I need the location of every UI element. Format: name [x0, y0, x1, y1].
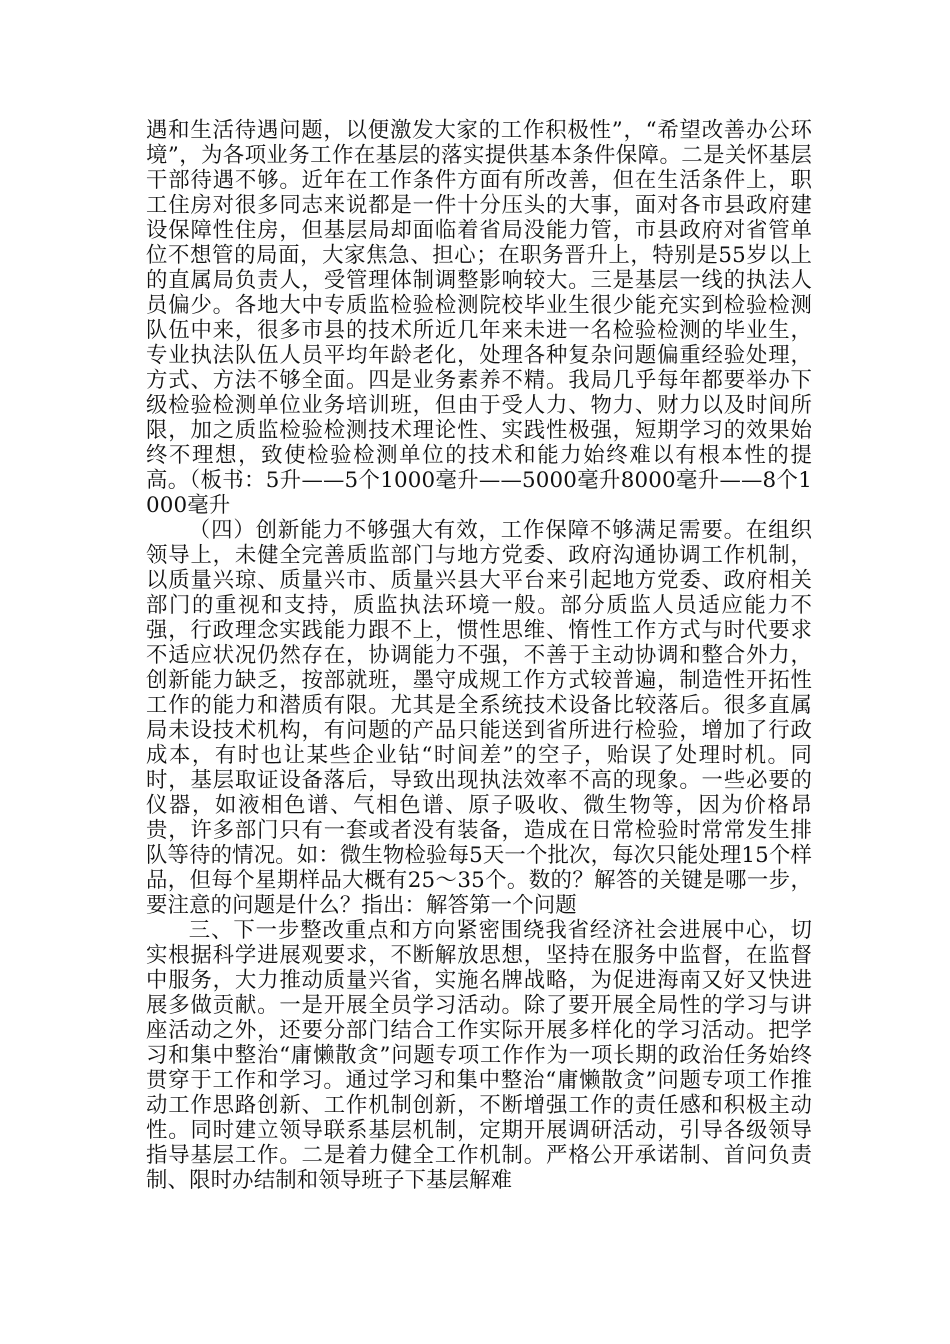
paragraph-innovation-and-equipment: （四）创新能力不够强大有效，工作保障不够满足需要。在组织领导上，未健全完善质监部门与地方党委、政府沟通协调工作机制，以质量兴琼、质量兴市、质量兴县大平台来引起地方党委、政府相关部门的重视和支持，质监执法环境一般。部分质监人员适应能力不强，行政理念实践能力跟不上，惯性思维、惰性工作方式与时代要求不适应状况仍然存在，协调能力不强，不善于主动协调和整合外力，创新能力缺乏，按部就班，墨守成规工作方式较普遍，制造性开拓性工作的能力和潜质有限。尤其是全系统技术设备比较落后。很多直属局未设技术机构，有问题的产品只能送到省所进行检验，增加了行政成本，有时也让某些企业钻“时间差”的空子，贻误了处理时机。同时，基层取证设备落后，导致出现执法效率不高的现象。一些必要的仪器，如液相色谱、气相色谱、原子吸收、微生物等，因为价格昂贵，许多部门只有一套或者没有装备，造成在日常检验时常常发生排队等待的情况。如：微生物检验每5天一个批次，每次只能处理15个样品，但每个星期样品大概有25～35个。数的？解答的关键是哪一步，要注意的问题是什么？指出：解答第一个问题 — [146, 518, 812, 918]
paragraph-benefits-and-staffing: 遇和生活待遇问题，以便激发大家的工作积极性”，“希望改善办公环境”，为各项业务工作在基层的落实提供基本条件保障。二是关怀基层干部待遇不够。近年在工作条件方面有所改善，但在生活条件上，职工住房对很多同志来说都是一件十分压头的大事，面对各市县政府建设保障性住房，但基层局却面临着省局没能力管，市县政府对省管单位不想管的局面，大家焦急、担心；在职务晋升上，特别是55岁以上的直属局负责人，受管理体制调整影响较大。三是基层一线的执法人员偏少。各地大中专质监检验检测院校毕业生很少能充实到检验检测队伍中来，很多市县的技术所近几年来未进一名检验检测的毕业生，专业执法队伍人员平均年龄老化，处理各种复杂问题偏重经验处理，方式、方法不够全面。四是业务素养不精。我局几乎每年都要举办下级检验检测单位业务培训班，但由于受人力、物力、财力以及时间所限，加之质监检验检测技术理论性、实践性极强，短期学习的效果始终不理想，致使检验检测单位的技术和能力始终难以有根本性的提高。（板书：5升——5个1000毫升——5000毫升8000毫升——8个1000毫升 — [146, 118, 812, 518]
paragraph-next-steps: 三、下一步整改重点和方向紧密围绕我省经济社会进展中心，切实根据科学进展观要求，不断解放思想，坚持在服务中监督，在监督中服务，大力推动质量兴省，实施名牌战略，为促进海南又好又快进展多做贡献。一是开展全员学习活动。除了要开展全局性的学习与讲座活动之外，还要分部门结合工作实际开展多样化的学习活动。把学习和集中整治“庸懒散贪”问题专项工作作为一项长期的政治任务始终贯穿于工作和学习。通过学习和集中整治“庸懒散贪”问题专项工作推动工作思路创新、工作机制创新，不断增强工作的责任感和积极主动性。同时建立领导联系基层机制，定期开展调研活动，引导各级领导指导基层工作。二是着力健全工作机制。严格公开承诺制、首问负责制、限时办结制和领导班子下基层解难 — [146, 918, 812, 1193]
document-page — [146, 118, 812, 1193]
